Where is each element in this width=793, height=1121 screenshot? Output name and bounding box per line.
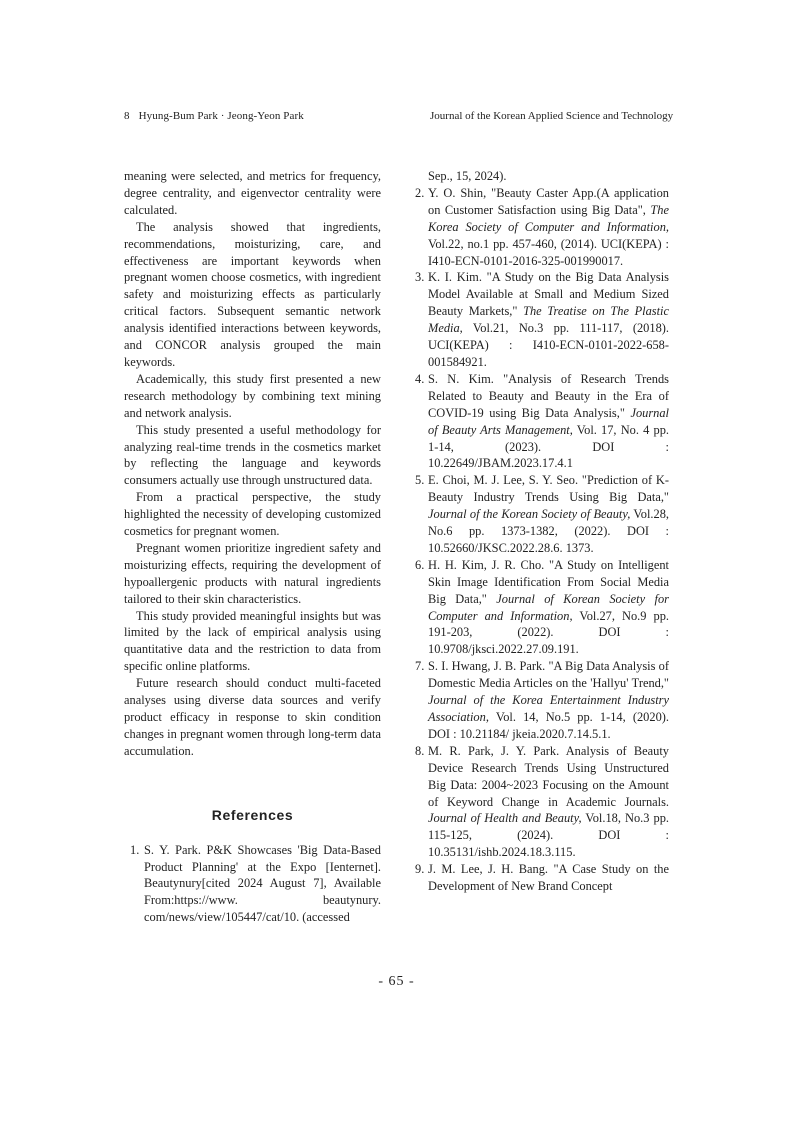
page-footer-number: - 65 - (378, 974, 415, 989)
reference-number: 9. (415, 862, 425, 877)
reference-item (415, 185, 669, 270)
reference-item (415, 557, 669, 658)
body-paragraph: meaning were selected, and metrics for frequency, degree centrality, and eigenvector centrality were calculated. (124, 169, 381, 217)
reference-number: 1. (130, 842, 140, 857)
reference-details: Vol. 17, No. 4 pp. 1-14, (2023). DOI : 10.22649/JBAM.2023.17.4.1 (428, 422, 669, 471)
reference-journal: Journal of the Korean Society of Beauty, (428, 507, 631, 522)
reference-item (415, 371, 669, 472)
references-heading: References (211, 806, 294, 823)
reference-item (415, 861, 669, 895)
reference-item (415, 269, 669, 370)
reference-number: 8. (415, 743, 425, 758)
reference-journal: Journal of Health and Beauty, (428, 811, 582, 826)
reference-authors-title: Y. O. Shin, "Beauty Caster App.(A application on Customer Satisfaction using Big Data", (428, 185, 669, 217)
reference-item (415, 658, 669, 743)
body-paragraph: The analysis showed that ingredients, recommendations, moisturizing, care, and effectiveness are important keywords when pregnant women choose cosmetics, with ingredient safety and moisturizing effects as particularly critical factors. Subsequent semantic network analysis identified interactions between keywords, and CONCOR analysis grouped the main keywords. (124, 219, 381, 369)
reference-number: 7. (415, 659, 425, 674)
header-authors: Hyung-Bum Park · Jeong-Yeon Park (138, 110, 304, 122)
reference-authors-title: H. H. Kim, J. R. Cho. "A Study on Intelligent Skin Image Identification From Social Media Big Data," (428, 557, 669, 606)
reference-number: 6. (415, 557, 425, 572)
reference-number: 3. (415, 270, 425, 285)
reference-journal: Journal of the Korea Entertainment Industry Association, (428, 693, 669, 724)
reference-journal: The Korea Society of Computer and Information, (428, 202, 669, 234)
reference-details: Vol.22, no.1 pp. 457-460, (2014). UCI(KEPA) : I410-ECN-0101-2016-325-001990017. (428, 236, 669, 268)
reference-details: Vol. 14, No.5 pp. 1-14, (2020). DOI : 10.21184/ jkeia.2020.7.14.5.1. (428, 710, 669, 741)
body-paragraph: From a practical perspective, the study highlighted the necessity of developing customized cosmetics for pregnant women. (124, 490, 381, 539)
reference-item (415, 472, 669, 557)
reference-authors-title: M. R. Park, J. Y. Park. Analysis of Beauty Device Research Trends Using Unstructured Big Data: 2004~2023 Focusing on the Amount of Keyword Change in Academic Journals. (428, 743, 669, 809)
reference-details: Vol.18, No.3 pp. 115-125, (2024). DOI : 10.35131/ishb.2024.18.3.115. (428, 811, 669, 860)
reference-details: Vol.28, No.6 pp. 1373-1382, (2022). DOI : 10.52660/JKSC.2022.28.6. 1373. (428, 507, 669, 555)
reference-continuation (415, 168, 669, 185)
running-header-left (124, 110, 304, 122)
reference-authors-title: J. M. Lee, J. H. Bang. "A Case Study on the Development of New Brand Concept (428, 862, 669, 894)
header-journal-title: Journal of the Korean Applied Science and Technology (430, 110, 674, 122)
body-paragraph: This study presented a useful methodology for analyzing real-time trends in the cosmetics market by reflecting the language and keywords consumers actually use through unstructured data. (124, 422, 381, 488)
reference-authors-title: S. I. Hwang, J. B. Park. "A Big Data Analysis of Domestic Media Articles on the 'Hallyu' Trend," (428, 659, 669, 691)
reference-number: 4. (415, 371, 425, 386)
reference-item (415, 743, 669, 861)
reference-details: Vol.27, No.9 pp. 191-203, (2022). DOI : 10.9708/jksci.2022.27.09.191. (428, 608, 669, 657)
reference-authors-title: S. N. Kim. "Analysis of Research Trends Related to Beauty and Beauty in the Era of COVID-19 using Big Data Analysis," (428, 371, 669, 420)
body-paragraph: This study provided meaningful insights but was limited by the lack of empirical analysis using quantitative data and the restriction to data from specific online platforms. (124, 608, 381, 674)
reference-text: S. Y. Park. P&K Showcases 'Big Data-Based Product Planning' at the Expo [Ienternet]. Beautynury[cited 2024 August 7], Available From:https://www. beautynury. com/news/view/105447/cat/10. (accessed (144, 842, 381, 925)
right-column (415, 168, 669, 895)
body-paragraph: Future research should conduct multi-faceted analyses using diverse data sources and verify product efficacy in response to skin condition changes in pregnant women through long-term data accumulation. (124, 676, 381, 758)
reference-journal: The Treatise on The Plastic Media, (428, 304, 669, 336)
reference-journal: Journal of Beauty Arts Management, (428, 405, 669, 437)
reference-authors-title: E. Choi, M. J. Lee, S. Y. Seo. "Prediction of K-Beauty Industry Trends Using Big Data," (428, 473, 669, 505)
reference-authors-title: K. I. Kim. "A Study on the Big Data Analysis Model Available at Small and Medium Sized Beauty Markets," (428, 270, 669, 319)
left-column (124, 168, 381, 926)
reference-item (124, 842, 381, 927)
reference-details: Vol.21, No.3 pp. 111-117, (2018). UCI(KEPA) : I410-ECN-0101-2022-658-001584921. (428, 321, 669, 369)
body-paragraph: Academically, this study first presented a new research methodology by combining text mining and network analysis. (124, 371, 381, 420)
reference-journal: Journal of Korean Society for Computer and Information, (428, 591, 669, 623)
header-page-number: 8 (124, 110, 130, 122)
reference-number: 5. (415, 473, 425, 488)
body-paragraph: Pregnant women prioritize ingredient safety and moisturizing effects, requiring the development of hypoallergenic products with natural ingredients tailored to their skin characteristics. (124, 540, 381, 606)
reference-text: Sep., 15, 2024). (428, 169, 507, 183)
reference-number: 2. (415, 185, 425, 200)
